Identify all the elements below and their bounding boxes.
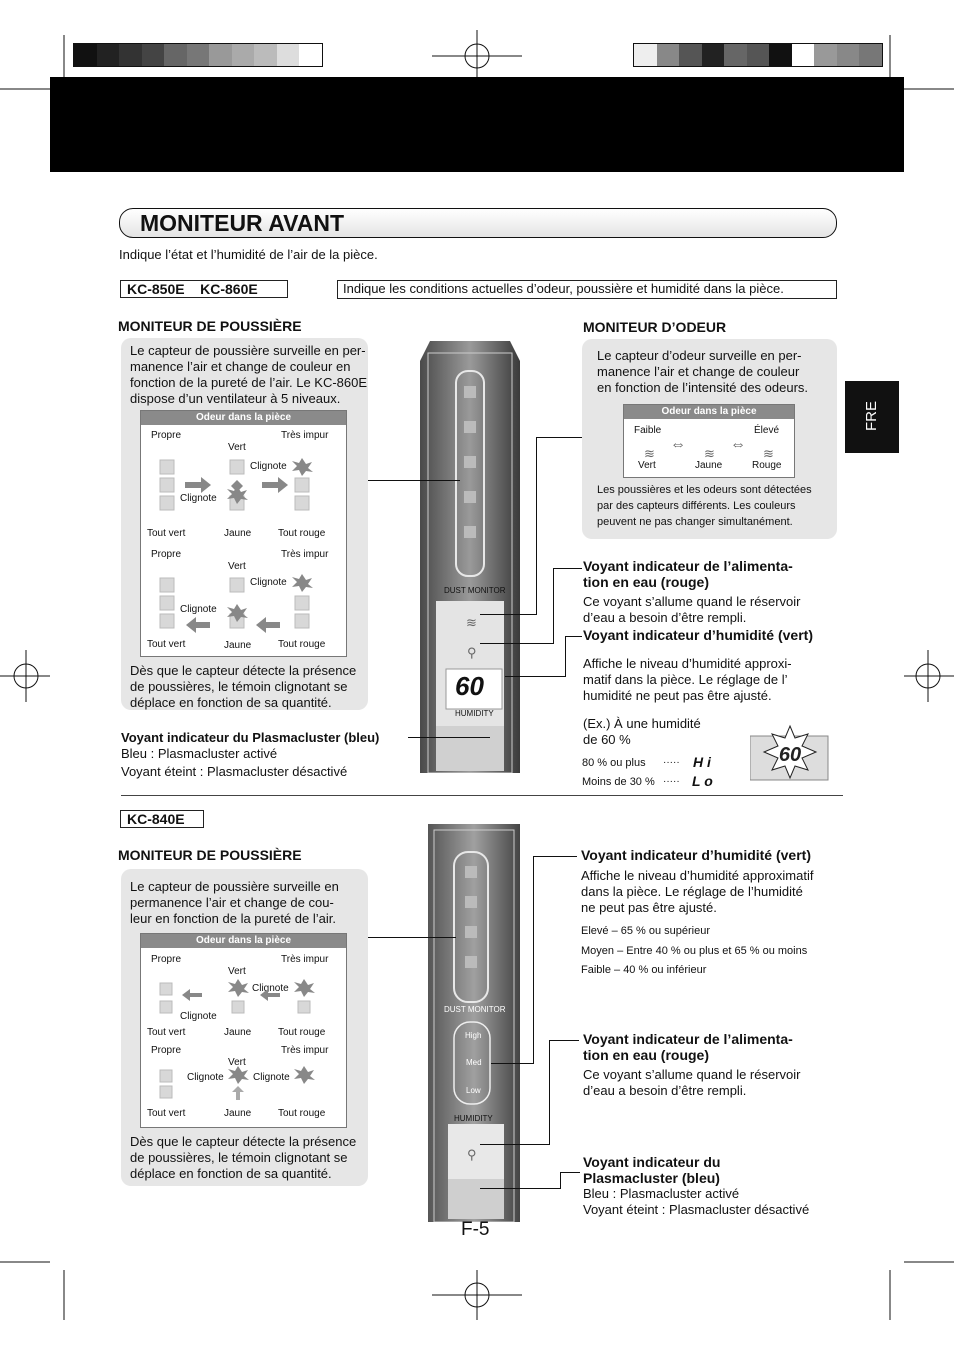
humid-hi: H i (693, 754, 711, 770)
d1b-tout-rouge: Tout rouge (278, 639, 326, 650)
d2b-vert: Vert (228, 1057, 246, 1068)
device1-humidity-icon: ⚲ (467, 645, 477, 660)
odor-text-1: manence l’air et change de couleur (597, 364, 800, 379)
section-separator (121, 795, 843, 796)
models-tab-2: KC-840E (120, 810, 204, 828)
d2b-jaune: Jaune (224, 1108, 252, 1119)
device2-dust-monitor: DUST MONITOR (444, 1005, 506, 1014)
d2a-vert: Vert (228, 966, 246, 977)
odor-note-1: par des capteurs différents. Les couleurs (597, 500, 796, 512)
d2a-tout-vert: Tout vert (147, 1027, 186, 1038)
dust-text-2-0: Le capteur de poussière surveille en (130, 879, 339, 894)
d2b-lamp-graphic (140, 1066, 345, 1106)
dust-text-2-1: permanence l’air et change de cou- (130, 895, 334, 910)
page-intro: Indique l’état et l’humidité de l’air de la pièce. (119, 247, 378, 262)
humid-level-2: Faible – 40 % ou inférieur (581, 964, 707, 976)
d2a-jaune: Jaune (224, 1027, 252, 1038)
odor-arrow-1-icon: ⇔ (670, 436, 686, 453)
plasma-heading-2-1: Plasmacluster (bleu) (583, 1170, 720, 1186)
humid-text-2-1: dans la pièce. Le réglage de l’humidité (581, 884, 803, 899)
d2a-clignote-b: Clignote (180, 1011, 217, 1022)
dust-footer-1-0: Dès que le capteur détecte la présence (130, 663, 357, 678)
water-text-1-1: d’eau a besoin d’être rempli. (583, 610, 747, 625)
humid-under30: Moins de 30 % (582, 776, 655, 788)
odor-faible: Faible (634, 425, 662, 436)
d1b-vert: Vert (228, 561, 246, 572)
humid-lo: L o (692, 773, 713, 789)
d2b-tout-vert: Tout vert (147, 1108, 186, 1119)
callout-water2-v (549, 1040, 550, 1144)
d1a-clignote-b: Clignote (180, 493, 217, 504)
dust-footer-2-2: déplace en fonction de sa quantité. (130, 1166, 332, 1181)
dust-footer-1-2: déplace en fonction de sa quantité. (130, 695, 332, 710)
odor-jaune: Jaune (695, 460, 723, 471)
registration-bar-right (633, 43, 883, 67)
d2b-clignote-a: Clignote (187, 1072, 224, 1083)
callout-water2-end (480, 1144, 550, 1145)
odor-rouge: Rouge (752, 460, 782, 471)
plasma-line2-2: Voyant éteint : Plasmacluster désactivé (583, 1202, 810, 1217)
odor-eleve: Élevé (754, 425, 780, 436)
d2b-propre: Propre (151, 1045, 182, 1056)
device2-med: Med (466, 1058, 482, 1067)
callout-odor-end (480, 614, 537, 615)
device2-humidity: HUMIDITY (454, 1114, 493, 1123)
callout-plasma2-h (560, 1172, 580, 1173)
language-tab-label: FRE (863, 401, 880, 431)
callout-plasma2-v (560, 1172, 561, 1189)
callout-humid-h (565, 636, 582, 637)
device2-water-icon: ⚲ (467, 1147, 477, 1162)
d2a-propre: Propre (151, 954, 182, 965)
d2a-tout-rouge: Tout rouge (278, 1027, 326, 1038)
d2a-clignote-a: Clignote (252, 983, 289, 994)
callout-plasma2-end (480, 1188, 561, 1189)
water-heading-2-0: Voyant indicateur de l’alimenta- (583, 1031, 793, 1047)
registration-bar-left (73, 43, 323, 67)
humid-text-1-1: matif dans la pièce. Le réglage de l’ (583, 672, 788, 687)
humid-text-1-0: Affiche le niveau d’humidité approxi- (583, 656, 792, 671)
d2b-tres-impur: Très impur (281, 1045, 329, 1056)
water-heading-1-1: tion en eau (rouge) (583, 574, 709, 590)
plasma-heading-1: Voyant indicateur du Plasmacluster (bleu) (121, 730, 380, 745)
callout-water-v (553, 568, 554, 643)
humid-over80: 80 % ou plus (582, 757, 646, 769)
page-number: F-5 (461, 1219, 490, 1240)
d1b-clignote-b: Clignote (180, 604, 217, 615)
water-heading-1-0: Voyant indicateur de l’alimenta- (583, 558, 793, 574)
humid-example-0: (Ex.) À une humidité (583, 716, 701, 731)
dust-diagram-title-1: Odeur dans la pièce (141, 411, 346, 425)
callout-odor-v (536, 437, 537, 615)
d1b-lamp-graphic (140, 570, 345, 640)
d1b-propre: Propre (151, 549, 182, 560)
dust-text-1-1: manence l’air et change de couleur en (130, 359, 351, 374)
dust-text-1-2: fonction de la pureté de l’air. Le KC-860E (130, 375, 368, 390)
dust-text-1-0: Le capteur de poussière surveille en per- (130, 343, 366, 358)
water-text-1-0: Ce voyant s’allume quand le réservoir (583, 594, 801, 609)
callout-humid-end (505, 676, 566, 677)
d1b-clignote-a: Clignote (250, 577, 287, 588)
odor-diagram-title: Odeur dans la pièce (624, 405, 794, 419)
humid-level-1: Moyen – Entre 40 % ou plus et 65 % ou moins (581, 945, 808, 957)
humid-text-1-2: humidité ne peut pas être ajusté. (583, 688, 772, 703)
humid-heading-2: Voyant indicateur d’humidité (vert) (581, 847, 811, 863)
dust-footer-2-1: de poussières, le témoin clignotant se (130, 1150, 348, 1165)
callout-humid2-h (533, 856, 577, 857)
plasma-line1-2: Bleu : Plasmacluster activé (583, 1186, 740, 1201)
header-band (50, 77, 904, 172)
odor-text-2: en fonction de l’intensité des odeurs. (597, 380, 809, 395)
odor-note-0: Les poussières et les odeurs sont détectées (597, 484, 812, 496)
humid-dots-1: ····· (663, 757, 680, 768)
callout-plasma-1 (408, 737, 490, 738)
dust-footer-2-0: Dès que le capteur détecte la présence (130, 1134, 357, 1149)
humid-text-2-2: ne peut pas être ajusté. (581, 900, 717, 915)
humid-level-0: Elevé – 65 % ou supérieur (581, 925, 711, 937)
dust-text-1-3: dispose d’un ventilateur à 5 niveaux. (130, 391, 341, 406)
device1-display: 60 (455, 671, 484, 701)
odor-lamp-yellow-icon: ≋ (704, 446, 715, 461)
humid-example-display (750, 724, 830, 784)
device1-water-icon: ≋ (466, 615, 477, 630)
odor-vert: Vert (638, 460, 656, 471)
water-heading-2-1: tion en eau (rouge) (583, 1047, 709, 1063)
d2a-tres-impur: Très impur (281, 954, 329, 965)
d1a-vert: Vert (228, 442, 246, 453)
d1b-tout-vert: Tout vert (147, 639, 186, 650)
callout-dust-1 (368, 480, 460, 481)
d1a-clignote-a: Clignote (250, 461, 287, 472)
d1a-propre: Propre (151, 430, 182, 441)
callout-water2-h (549, 1040, 579, 1041)
callout-humid2-v (533, 856, 534, 1064)
d1a-tres-impur: Très impur (281, 430, 329, 441)
device1-dust-monitor: DUST MONITOR (444, 586, 506, 595)
d1a-tout-rouge: Tout rouge (278, 528, 326, 539)
d1b-tres-impur: Très impur (281, 549, 329, 560)
svg-text:60: 60 (778, 744, 802, 766)
dust-heading-1: MONITEUR DE POUSSIÈRE (118, 318, 302, 334)
d1a-tout-vert: Tout vert (147, 528, 186, 539)
odor-arrow-2-icon: ⇔ (730, 436, 746, 453)
callout-water-end (480, 643, 554, 644)
d2b-tout-rouge: Tout rouge (278, 1108, 326, 1119)
water-text-2-1: d’eau a besoin d’être rempli. (583, 1083, 747, 1098)
odor-text-0: Le capteur d’odeur surveille en per- (597, 348, 802, 363)
callout-humid2-end (491, 1063, 534, 1064)
d2a-lamp-graphic (140, 975, 345, 1025)
humid-dots-2: ····· (663, 776, 680, 787)
callout-odor-h (536, 437, 583, 438)
d2b-clignote-b: Clignote (253, 1072, 290, 1083)
odor-lamp-green-icon: ≋ (644, 446, 655, 461)
humid-text-2-0: Affiche le niveau d’humidité approximatif (581, 868, 814, 883)
d1b-jaune: Jaune (224, 640, 252, 651)
humid-example-1: de 60 % (583, 732, 631, 747)
models-tab-1: KC-850E KC-860E (120, 280, 288, 298)
device-panel-2 (428, 824, 520, 1222)
callout-water-h (553, 568, 582, 569)
odor-lamp-red-icon: ≋ (763, 446, 774, 461)
plasma-line2-1: Voyant éteint : Plasmacluster désactivé (121, 764, 348, 779)
odor-note-2: peuvent ne pas changer simultanément. (597, 516, 793, 528)
water-text-2-0: Ce voyant s’allume quand le réservoir (583, 1067, 801, 1082)
dust-heading-2: MONITEUR DE POUSSIÈRE (118, 847, 302, 863)
plasma-heading-2-0: Voyant indicateur du (583, 1154, 721, 1170)
callout-dust-2 (368, 937, 456, 938)
d1a-jaune: Jaune (224, 528, 252, 539)
humid-heading-1: Voyant indicateur d’humidité (vert) (583, 627, 813, 643)
callout-humid-v (565, 636, 566, 676)
d1a-lamp-graphic (140, 452, 345, 522)
device2-low: Low (466, 1086, 481, 1095)
dust-text-2-2: leur en fonction de la pureté de l’air. (130, 911, 336, 926)
device1-humidity-label: HUMIDITY (455, 709, 494, 718)
plasma-line1-1: Bleu : Plasmacluster activé (121, 746, 278, 761)
dust-diagram-title-2: Odeur dans la pièce (141, 934, 346, 948)
page-title: MONITEUR AVANT (140, 210, 345, 236)
models-note: Indique les conditions actuelles d’odeur, poussière et humidité dans la pièce. (343, 281, 784, 296)
device2-high: High (465, 1031, 482, 1040)
dust-footer-1-1: de poussières, le témoin clignotant se (130, 679, 348, 694)
odor-heading: MONITEUR D’ODEUR (583, 319, 727, 335)
